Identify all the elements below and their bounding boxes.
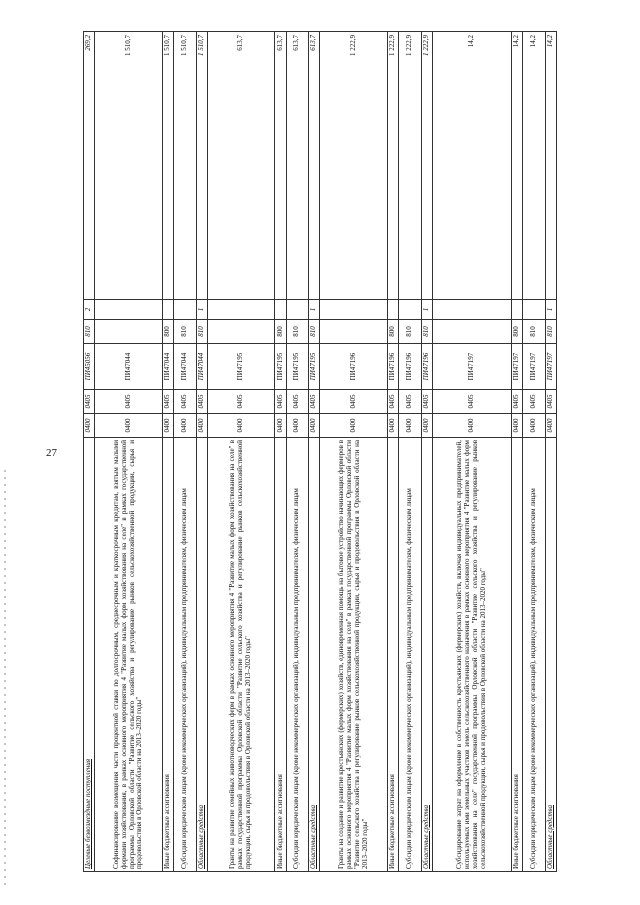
cell-target-article: ПИ47197 bbox=[523, 344, 546, 390]
cell-amount: 14,2 bbox=[523, 32, 546, 300]
cell-target-article: ПИ47197 bbox=[545, 344, 556, 390]
cell-subsection: 0405 bbox=[320, 390, 388, 414]
cell-expense-type bbox=[320, 320, 388, 344]
cell-amount: 269,2 bbox=[84, 32, 95, 300]
cell-name: Иные бюджетные ассигнования bbox=[387, 438, 398, 872]
cell-subsection: 0405 bbox=[511, 390, 522, 414]
cell-expense-type: 810 bbox=[286, 320, 309, 344]
cell-amount: 14,2 bbox=[432, 32, 511, 300]
cell-amount: 1 222,9 bbox=[320, 32, 388, 300]
table-row bbox=[399, 32, 422, 872]
cell-subsection: 0405 bbox=[95, 390, 163, 414]
cell-target-article: ПИ47195 bbox=[207, 344, 275, 390]
cell-section: 0400 bbox=[320, 414, 388, 438]
cell-kosgu bbox=[174, 300, 197, 320]
cell-target-article: ПИ47044 bbox=[196, 344, 207, 390]
cell-target-article: ПИ47195 bbox=[275, 344, 286, 390]
cell-kosgu bbox=[432, 300, 511, 320]
cell-subsection: 0405 bbox=[545, 390, 556, 414]
cell-amount: 1 222,9 bbox=[387, 32, 398, 300]
cell-name: Субсидии юридическим лицам (кроме некоммерческих организаций), индивидуальным предпринимателям, физическим лицам bbox=[399, 438, 422, 872]
cell-kosgu bbox=[320, 300, 388, 320]
cell-subsection: 0405 bbox=[387, 390, 398, 414]
cell-kosgu bbox=[207, 300, 275, 320]
cell-kosgu: 1 bbox=[309, 300, 320, 320]
cell-kosgu bbox=[511, 300, 522, 320]
cell-target-article: ПИ47196 bbox=[320, 344, 388, 390]
table-row bbox=[286, 32, 309, 872]
page-number: 27 bbox=[46, 447, 57, 459]
table-row bbox=[84, 32, 95, 872]
cell-target-article: ПИ47196 bbox=[421, 344, 432, 390]
cell-section: 0400 bbox=[207, 414, 275, 438]
table-row bbox=[174, 32, 197, 872]
cell-target-article: ПИ47195 bbox=[309, 344, 320, 390]
cell-expense-type: 810 bbox=[523, 320, 546, 344]
cell-target-article: ПИ47196 bbox=[399, 344, 422, 390]
cell-amount: 1 510,7 bbox=[196, 32, 207, 300]
cell-amount: 14,2 bbox=[511, 32, 522, 300]
cell-section: 0400 bbox=[84, 414, 95, 438]
cell-section: 0400 bbox=[275, 414, 286, 438]
cell-subsection: 0405 bbox=[399, 390, 422, 414]
table-row bbox=[523, 32, 546, 872]
binding-margin-dots bbox=[2, 0, 8, 905]
cell-kosgu bbox=[399, 300, 422, 320]
cell-expense-type: 810 bbox=[545, 320, 556, 344]
cell-subsection: 0405 bbox=[162, 390, 173, 414]
cell-subsection: 0405 bbox=[432, 390, 511, 414]
table-row bbox=[207, 32, 275, 872]
cell-name: Субсидии юридическим лицам (кроме некоммерческих организаций), индивидуальным предпринимателям, физическим лицам bbox=[523, 438, 546, 872]
cell-amount: 1 222,9 bbox=[421, 32, 432, 300]
table-row bbox=[511, 32, 522, 872]
cell-section: 0400 bbox=[95, 414, 163, 438]
table-row bbox=[309, 32, 320, 872]
cell-name: Гранты на развитие семейных животноводческих ферм в рамках основного мероприятия 4 "Развитие малых форм хозяйствования на селе" в рамках государственной программы Орловской области "Развитие сельского хозяйства и регулирование рынков сельскохозяйственной продукции, сырья и продовольствия в Орловской области на 2013–2020 годы" bbox=[207, 438, 275, 872]
cell-kosgu: 1 bbox=[545, 300, 556, 320]
cell-amount: 1 222,9 bbox=[399, 32, 422, 300]
cell-name: Областные средства bbox=[545, 438, 556, 872]
cell-section: 0400 bbox=[523, 414, 546, 438]
cell-subsection: 0405 bbox=[286, 390, 309, 414]
cell-expense-type: 800 bbox=[511, 320, 522, 344]
cell-amount: 14,2 bbox=[545, 32, 556, 300]
table-row bbox=[421, 32, 432, 872]
cell-amount: 1 510,7 bbox=[95, 32, 163, 300]
cell-kosgu bbox=[286, 300, 309, 320]
cell-target-article: ПИ47044 bbox=[162, 344, 173, 390]
cell-expense-type bbox=[95, 320, 163, 344]
cell-target-article: ПИ47044 bbox=[95, 344, 163, 390]
cell-section: 0400 bbox=[545, 414, 556, 438]
cell-kosgu bbox=[387, 300, 398, 320]
cell-amount: 1 510,7 bbox=[174, 32, 197, 300]
cell-subsection: 0405 bbox=[207, 390, 275, 414]
cell-expense-type: 810 bbox=[174, 320, 197, 344]
cell-kosgu bbox=[162, 300, 173, 320]
cell-amount: 1 510,7 bbox=[162, 32, 173, 300]
cell-expense-type bbox=[432, 320, 511, 344]
table-row bbox=[545, 32, 556, 872]
cell-section: 0400 bbox=[432, 414, 511, 438]
cell-name: Иные бюджетные ассигнования bbox=[511, 438, 522, 872]
table-row bbox=[275, 32, 286, 872]
cell-expense-type: 810 bbox=[309, 320, 320, 344]
cell-section: 0400 bbox=[421, 414, 432, 438]
cell-target-article: ПИ47197 bbox=[511, 344, 522, 390]
table-row bbox=[95, 32, 163, 872]
cell-kosgu: 1 bbox=[196, 300, 207, 320]
table-row bbox=[162, 32, 173, 872]
budget-table-body bbox=[84, 32, 557, 872]
cell-expense-type: 810 bbox=[84, 320, 95, 344]
cell-kosgu bbox=[523, 300, 546, 320]
cell-amount: 613,7 bbox=[309, 32, 320, 300]
cell-kosgu: 2 bbox=[84, 300, 95, 320]
cell-name: Гранты на создание и развитие крестьянских (фермерских) хозяйств, единовременная помощь на бытовое устройство начинающих фермеров в рамках основного мероприятия 4 "Развитие малых форм хозяйствования на селе" в рамках государственной программы Орловской области "Развитие сельского хозяйства и регулирование рынков сельскохозяйственной продукции, сырья и продовольствия в Орловской области на 2013–2020 годы" bbox=[320, 438, 388, 872]
cell-name: Областные средства bbox=[309, 438, 320, 872]
table-row bbox=[432, 32, 511, 872]
cell-subsection: 0405 bbox=[196, 390, 207, 414]
cell-subsection: 0405 bbox=[309, 390, 320, 414]
cell-expense-type: 800 bbox=[162, 320, 173, 344]
cell-target-article: ПИ47197 bbox=[432, 344, 511, 390]
cell-subsection: 0405 bbox=[84, 390, 95, 414]
cell-section: 0400 bbox=[309, 414, 320, 438]
budget-table bbox=[83, 31, 557, 872]
cell-expense-type: 810 bbox=[399, 320, 422, 344]
cell-name: Иные бюджетные ассигнования bbox=[162, 438, 173, 872]
cell-target-article: ПИ47196 bbox=[387, 344, 398, 390]
cell-expense-type: 800 bbox=[275, 320, 286, 344]
cell-subsection: 0405 bbox=[421, 390, 432, 414]
cell-name: Субсидии юридическим лицам (кроме некоммерческих организаций), индивидуальным предпринимателям, физическим лицам bbox=[174, 438, 197, 872]
rotated-page-content bbox=[83, 32, 557, 872]
cell-section: 0400 bbox=[286, 414, 309, 438]
cell-section: 0400 bbox=[511, 414, 522, 438]
cell-name: Областные средства bbox=[196, 438, 207, 872]
cell-kosgu bbox=[275, 300, 286, 320]
cell-section: 0400 bbox=[162, 414, 173, 438]
cell-target-article: ПИ47195 bbox=[286, 344, 309, 390]
cell-kosgu bbox=[95, 300, 163, 320]
cell-name: Софинансирование возмещения части процентной ставки по долгосрочным, среднесрочным и краткосрочным кредитам, взятым малыми формами хозяйствования, в рамках основного мероприятия 4 "Развитие малых форм хозяйствования на селе" в рамках государственной программы Орловской области "Развитие сельского хозяйства и регулирование рынков сельскохозяйственной продукции, сырья и продовольствия в Орловской области на 2013–2020 годы" bbox=[95, 438, 163, 872]
cell-amount: 613,7 bbox=[286, 32, 309, 300]
cell-kosgu: 1 bbox=[421, 300, 432, 320]
cell-expense-type: 800 bbox=[387, 320, 398, 344]
cell-target-article: ПИ45056 bbox=[84, 344, 95, 390]
cell-amount: 613,7 bbox=[207, 32, 275, 300]
cell-expense-type: 810 bbox=[421, 320, 432, 344]
cell-name: Субсидии юридическим лицам (кроме некоммерческих организаций), индивидуальным предпринимателям, физическим лицам bbox=[286, 438, 309, 872]
cell-name: Целевые безвозмездные поступления bbox=[84, 438, 95, 872]
cell-subsection: 0405 bbox=[275, 390, 286, 414]
cell-expense-type: 810 bbox=[196, 320, 207, 344]
cell-subsection: 0405 bbox=[174, 390, 197, 414]
cell-name: Иные бюджетные ассигнования bbox=[275, 438, 286, 872]
table-row bbox=[196, 32, 207, 872]
cell-section: 0400 bbox=[196, 414, 207, 438]
cell-amount: 613,7 bbox=[275, 32, 286, 300]
table-row bbox=[320, 32, 388, 872]
table-row bbox=[387, 32, 398, 872]
cell-section: 0400 bbox=[399, 414, 422, 438]
cell-target-article: ПИ47044 bbox=[174, 344, 197, 390]
cell-name: Субсидирование затрат на оформление в собственность крестьянских (фермерских) хозяйств, включая индивидуальных предпринимателей, используемых ими земельных участков земель сельскохозяйственного назначения в рамках основного мероприятия 4 "Развитие малых форм хозяйствования на селе" государственной программы Орловской области "Развитие сельского хозяйства и регулирование рынков сельскохозяйственной продукции, сырья и продовольствия в Орловской области на 2013–2020 годы" bbox=[432, 438, 511, 872]
cell-name: Областные средства bbox=[421, 438, 432, 872]
cell-section: 0400 bbox=[174, 414, 197, 438]
cell-expense-type bbox=[207, 320, 275, 344]
cell-subsection: 0405 bbox=[523, 390, 546, 414]
cell-section: 0400 bbox=[387, 414, 398, 438]
